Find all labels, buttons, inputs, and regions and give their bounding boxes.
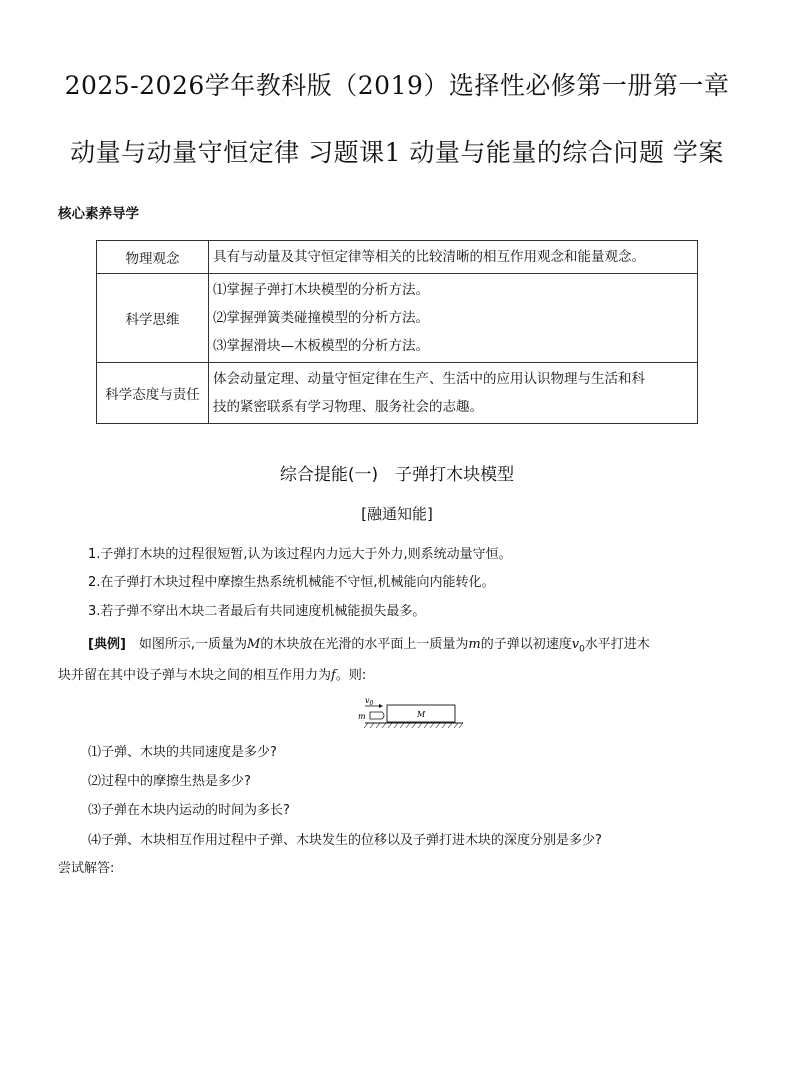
example-line-2: 块并留在其中设子弹与木块之间的相互作用力为f。则: [58,668,367,683]
question-item: ⑷子弹、木块相互作用过程中子弹、木块发生的位移以及子弹打进木块的深度分别是多少? [88,833,602,848]
content-line: 具有与动量及其守恒定律等相关的比较清晰的相互作用观念和能量观念。 [213,249,645,265]
question-item: ⑶子弹在木块内运动的时间为多长? [88,803,290,818]
row-content [209,241,698,274]
section-subtitle: [融通知能] [361,505,433,523]
content-line: ⑴掌握子弹打木块模型的分析方法。 [213,282,429,298]
row-label: 科学态度与责任 [97,363,209,424]
row-label: 物理观念 [97,241,209,274]
knowledge-point: 3.若子弹不穿出木块二者最后有共同速度机械能损失最多。 [88,604,426,619]
v0-label: $v_0$ [365,696,374,707]
content-line: 体会动量定理、动量守恒定律在生产、生活中的应用认识物理与生活和科 [213,371,645,387]
table-row [97,241,698,274]
var-M: M [247,637,261,652]
knowledge-point: 1.子弹打木块的过程很短暂,认为该过程内力远大于外力,则系统动量守恒。 [88,547,512,562]
page-title-line-2: 动量与动量守恒定律 习题课1 动量与能量的综合问题 学案 [70,138,724,167]
content-line: 技的紧密联系有学习物理、服务社会的志趣。 [213,399,483,415]
content-line: ⑶掌握滑块—木板模型的分析方法。 [213,338,429,354]
literacy-table [96,240,698,424]
section-title: 综合提能(一) 子弹打木块模型 [279,465,515,485]
var-v0: v [571,637,580,652]
question-item: ⑵过程中的摩擦生热是多少? [88,774,251,789]
row-content [209,363,698,424]
example-line-1: [典例] 如图所示,一质量为M的木块放在光滑的水平面上一质量为m的子弹以初速度$v_0$水平打进木 [88,637,650,655]
bullet-shape [370,712,384,719]
knowledge-point: 2.在子弹打木块过程中摩擦生热系统机械能不守恒,机械能向内能转化。 [88,575,495,590]
section-heading-literacy: 核心素养导学 [58,206,139,222]
m-label: m [358,712,366,721]
bullet-block-figure [355,693,465,733]
question-item: ⑴子弹、木块的共同速度是多少? [88,745,277,760]
table-row [97,363,698,424]
example-tag: [典例] [88,637,126,652]
var-f: f [331,668,336,683]
attempt-answer-label: 尝试解答: [58,861,115,876]
content-line: ⑵掌握弹簧类碰撞模型的分析方法。 [213,310,429,326]
var-m: m [468,637,481,652]
table-row [97,274,698,363]
row-content [209,274,698,363]
M-label: M [417,710,426,719]
ground-hatch [364,723,463,728]
row-label: 科学思维 [97,274,209,363]
page-title-line-1: 2025-2026学年教科版（2019）选择性必修第一册第一章 [64,71,730,100]
